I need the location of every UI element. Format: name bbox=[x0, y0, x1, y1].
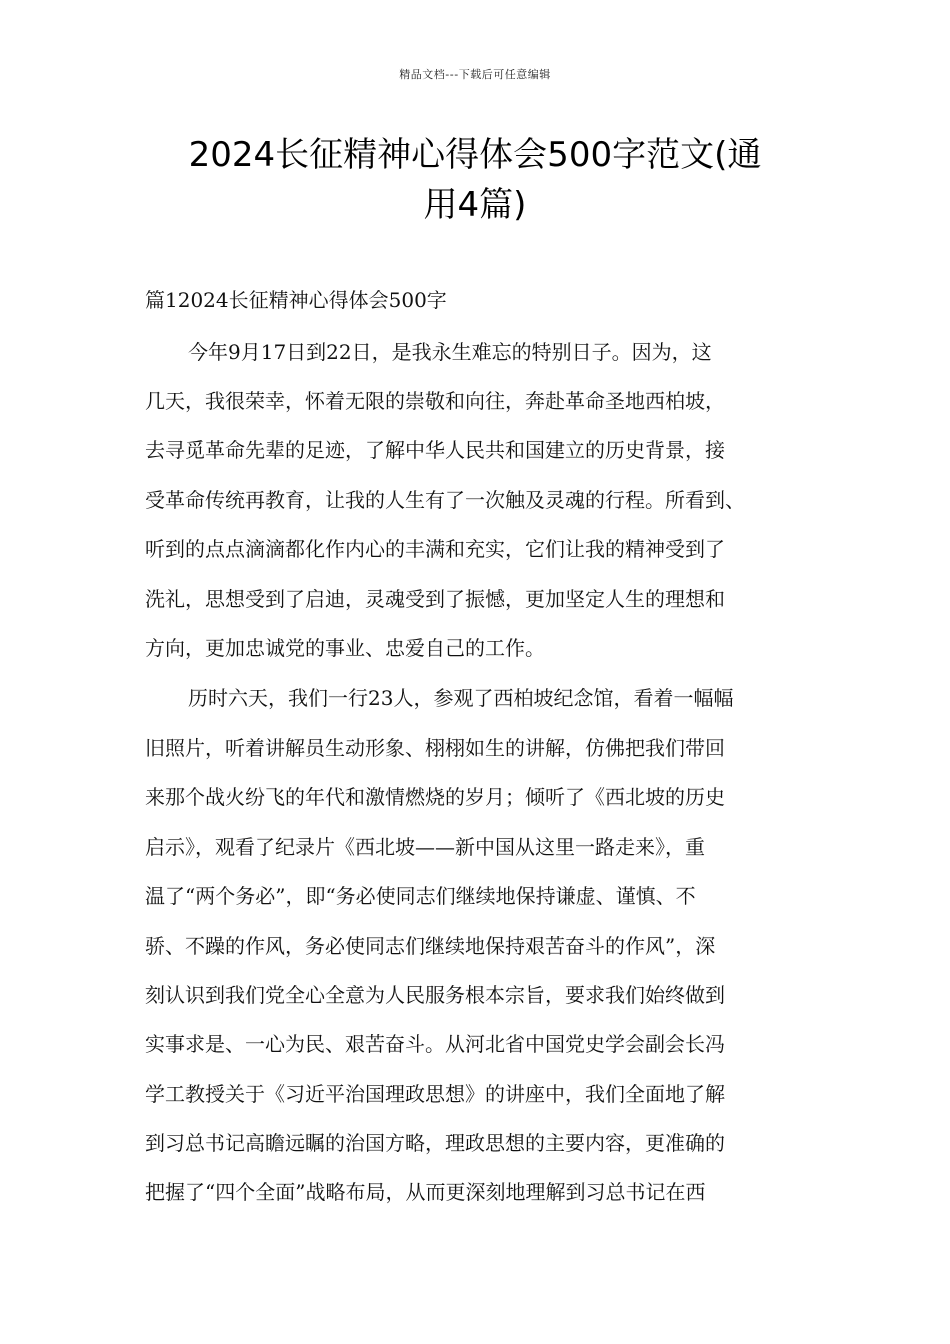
paragraph-line: 听到的点点滴滴都化作内心的丰满和充实，它们让我的精神受到了 bbox=[145, 537, 725, 561]
paragraph-line: 来那个战火纷飞的年代和激情燃烧的岁月；倾听了《西北坡的历史 bbox=[145, 785, 725, 809]
paragraph-line: 启示》，观看了纪录片《西北坡——新中国从这里一路走来》，重 bbox=[145, 835, 705, 859]
title-line: 2024长征精神心得体会500字范文(通 bbox=[188, 135, 762, 175]
paragraph-line: 旧照片，听着讲解员生动形象、栩栩如生的讲解，仿佛把我们带回 bbox=[145, 736, 725, 760]
paragraph-line: 实事求是、一心为民、艰苦奋斗。从河北省中国党史学会副会长冯 bbox=[145, 1032, 725, 1056]
paragraph-line: 今年9月17日到22日，是我永生难忘的特别日子。因为，这 bbox=[188, 340, 712, 364]
paragraph-line: 把握了“四个全面”战略布局，从而更深刻地理解到习总书记在西 bbox=[145, 1180, 706, 1204]
paragraph-line: 洗礼，思想受到了启迪，灵魂受到了振憾，更加坚定人生的理想和 bbox=[145, 587, 725, 611]
title-line: 用4篇) bbox=[423, 185, 527, 225]
paragraph-line: 受革命传统再教育，让我的人生有了一次触及灵魂的行程。所看到、 bbox=[145, 488, 745, 512]
paragraph-line: 几天，我很荣幸，怀着无限的崇敬和向往，奔赴革命圣地西柏坡， bbox=[145, 389, 725, 413]
paragraph-line: 学工教授关于《习近平治国理政思想》的讲座中，我们全面地了解 bbox=[145, 1082, 725, 1106]
paragraph-line: 历时六天，我们一行23人，参观了西柏坡纪念馆，看着一幅幅 bbox=[188, 686, 734, 710]
paragraph-line: 温了“两个务必”，即“务必使同志们继续地保持谦虚、谨慎、不 bbox=[145, 884, 696, 908]
document-title bbox=[130, 130, 820, 230]
paragraph-line: 骄、不躁的作风，务必使同志们继续地保持艰苦奋斗的作风”，深 bbox=[145, 934, 716, 958]
paragraph-line: 去寻觅革命先辈的足迹，了解中华人民共和国建立的历史背景，接 bbox=[145, 438, 725, 462]
header-note: 精品文档---下载后可任意编辑 bbox=[399, 68, 551, 81]
paragraph-line: 刻认识到我们党全心全意为人民服务根本宗旨，要求我们始终做到 bbox=[145, 983, 725, 1007]
paragraph-line: 到习总书记高瞻远瞩的治国方略，理政思想的主要内容，更准确的 bbox=[145, 1131, 725, 1155]
paragraph-line: 方向，更加忠诚党的事业、忠爱自己的工作。 bbox=[145, 636, 545, 660]
section-heading: 篇12024长征精神心得体会500字 bbox=[145, 288, 447, 312]
